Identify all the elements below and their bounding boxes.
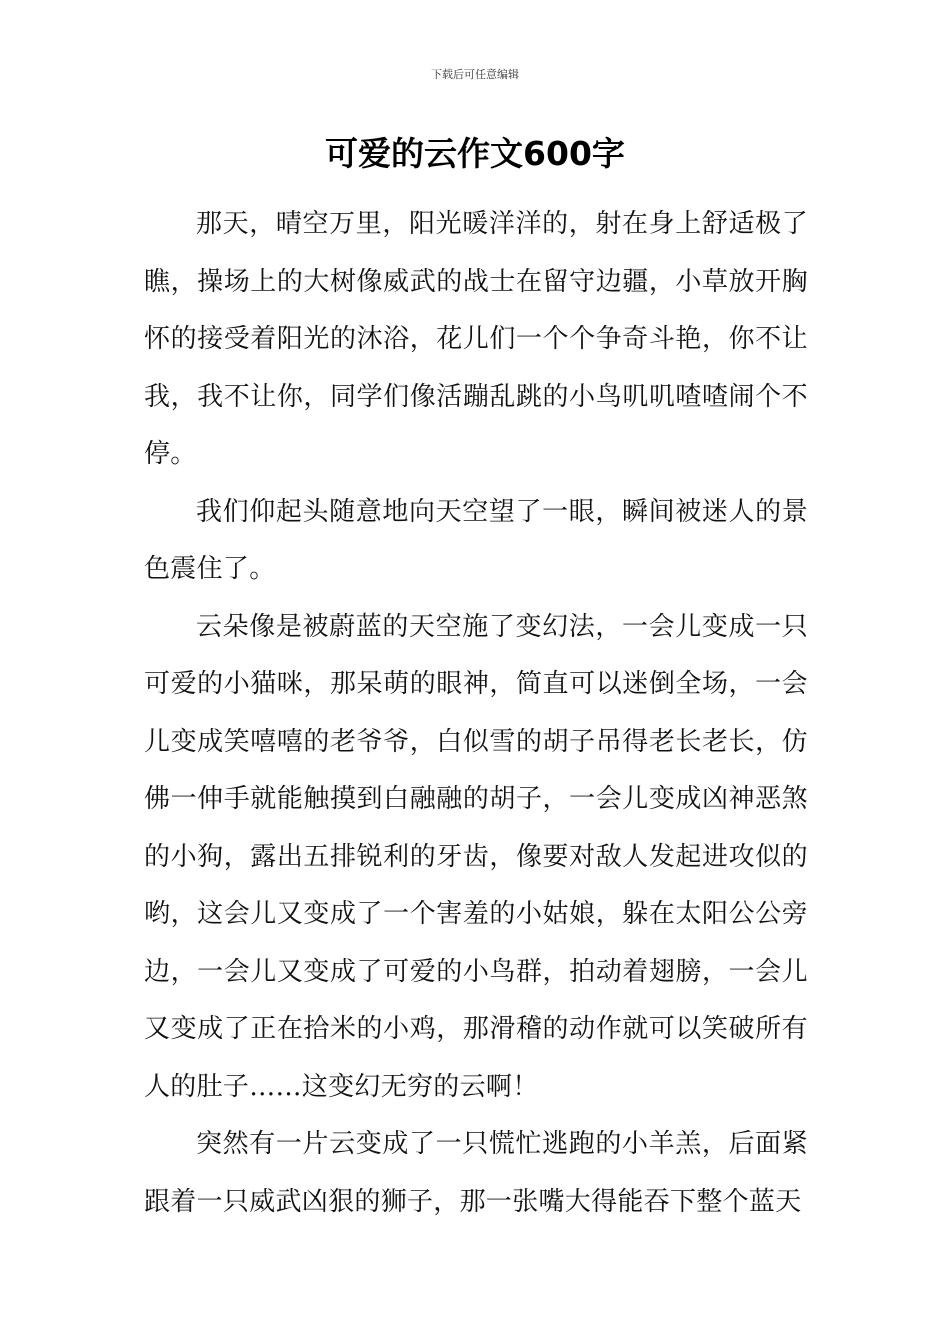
- document-body: [144, 196, 808, 1231]
- header-note: 下载后可任意编辑: [431, 68, 519, 81]
- document-title: 可爱的云作文600字: [325, 134, 625, 173]
- paragraph: 我们仰起头随意地向天空望了一眼，瞬间被迷人的景色震住了。: [144, 496, 808, 584]
- paragraph: 云朵像是被蔚蓝的天空施了变幻法，一会儿变成一只可爱的小猫咪，那呆萌的眼神，简直可以迷倒全场，一会儿变成笑嘻嘻的老爷爷，白似雪的胡子吊得老长老长，仿佛一伸手就能触摸到白融融的胡子，一会儿变成凶神恶煞的小狗，露出五排锐利的牙齿，像要对敌人发起进攻似的哟，这会儿又变成了一个害羞的小姑娘，躲在太阳公公旁边，一会儿又变成了可爱的小鸟群，拍动着翅膀，一会儿又变成了正在拾米的小鸡，那滑稽的动作就可以笑破所有人的肚子……这变幻无穷的云啊！: [144, 611, 808, 1102]
- paragraph: 突然有一片云变成了一只慌忙逃跑的小羊羔，后面紧跟着一只威武凶狠的狮子，那一张嘴大得能吞下整个蓝天: [144, 1129, 808, 1217]
- paragraph: 那天，晴空万里，阳光暖洋洋的，射在身上舒适极了瞧，操场上的大树像威武的战士在留守边疆，小草放开胸怀的接受着阳光的沐浴，花儿们一个个争奇斗艳，你不让我，我不让你，同学们像活蹦乱跳的小鸟叽叽喳喳闹个不停。: [144, 209, 808, 469]
